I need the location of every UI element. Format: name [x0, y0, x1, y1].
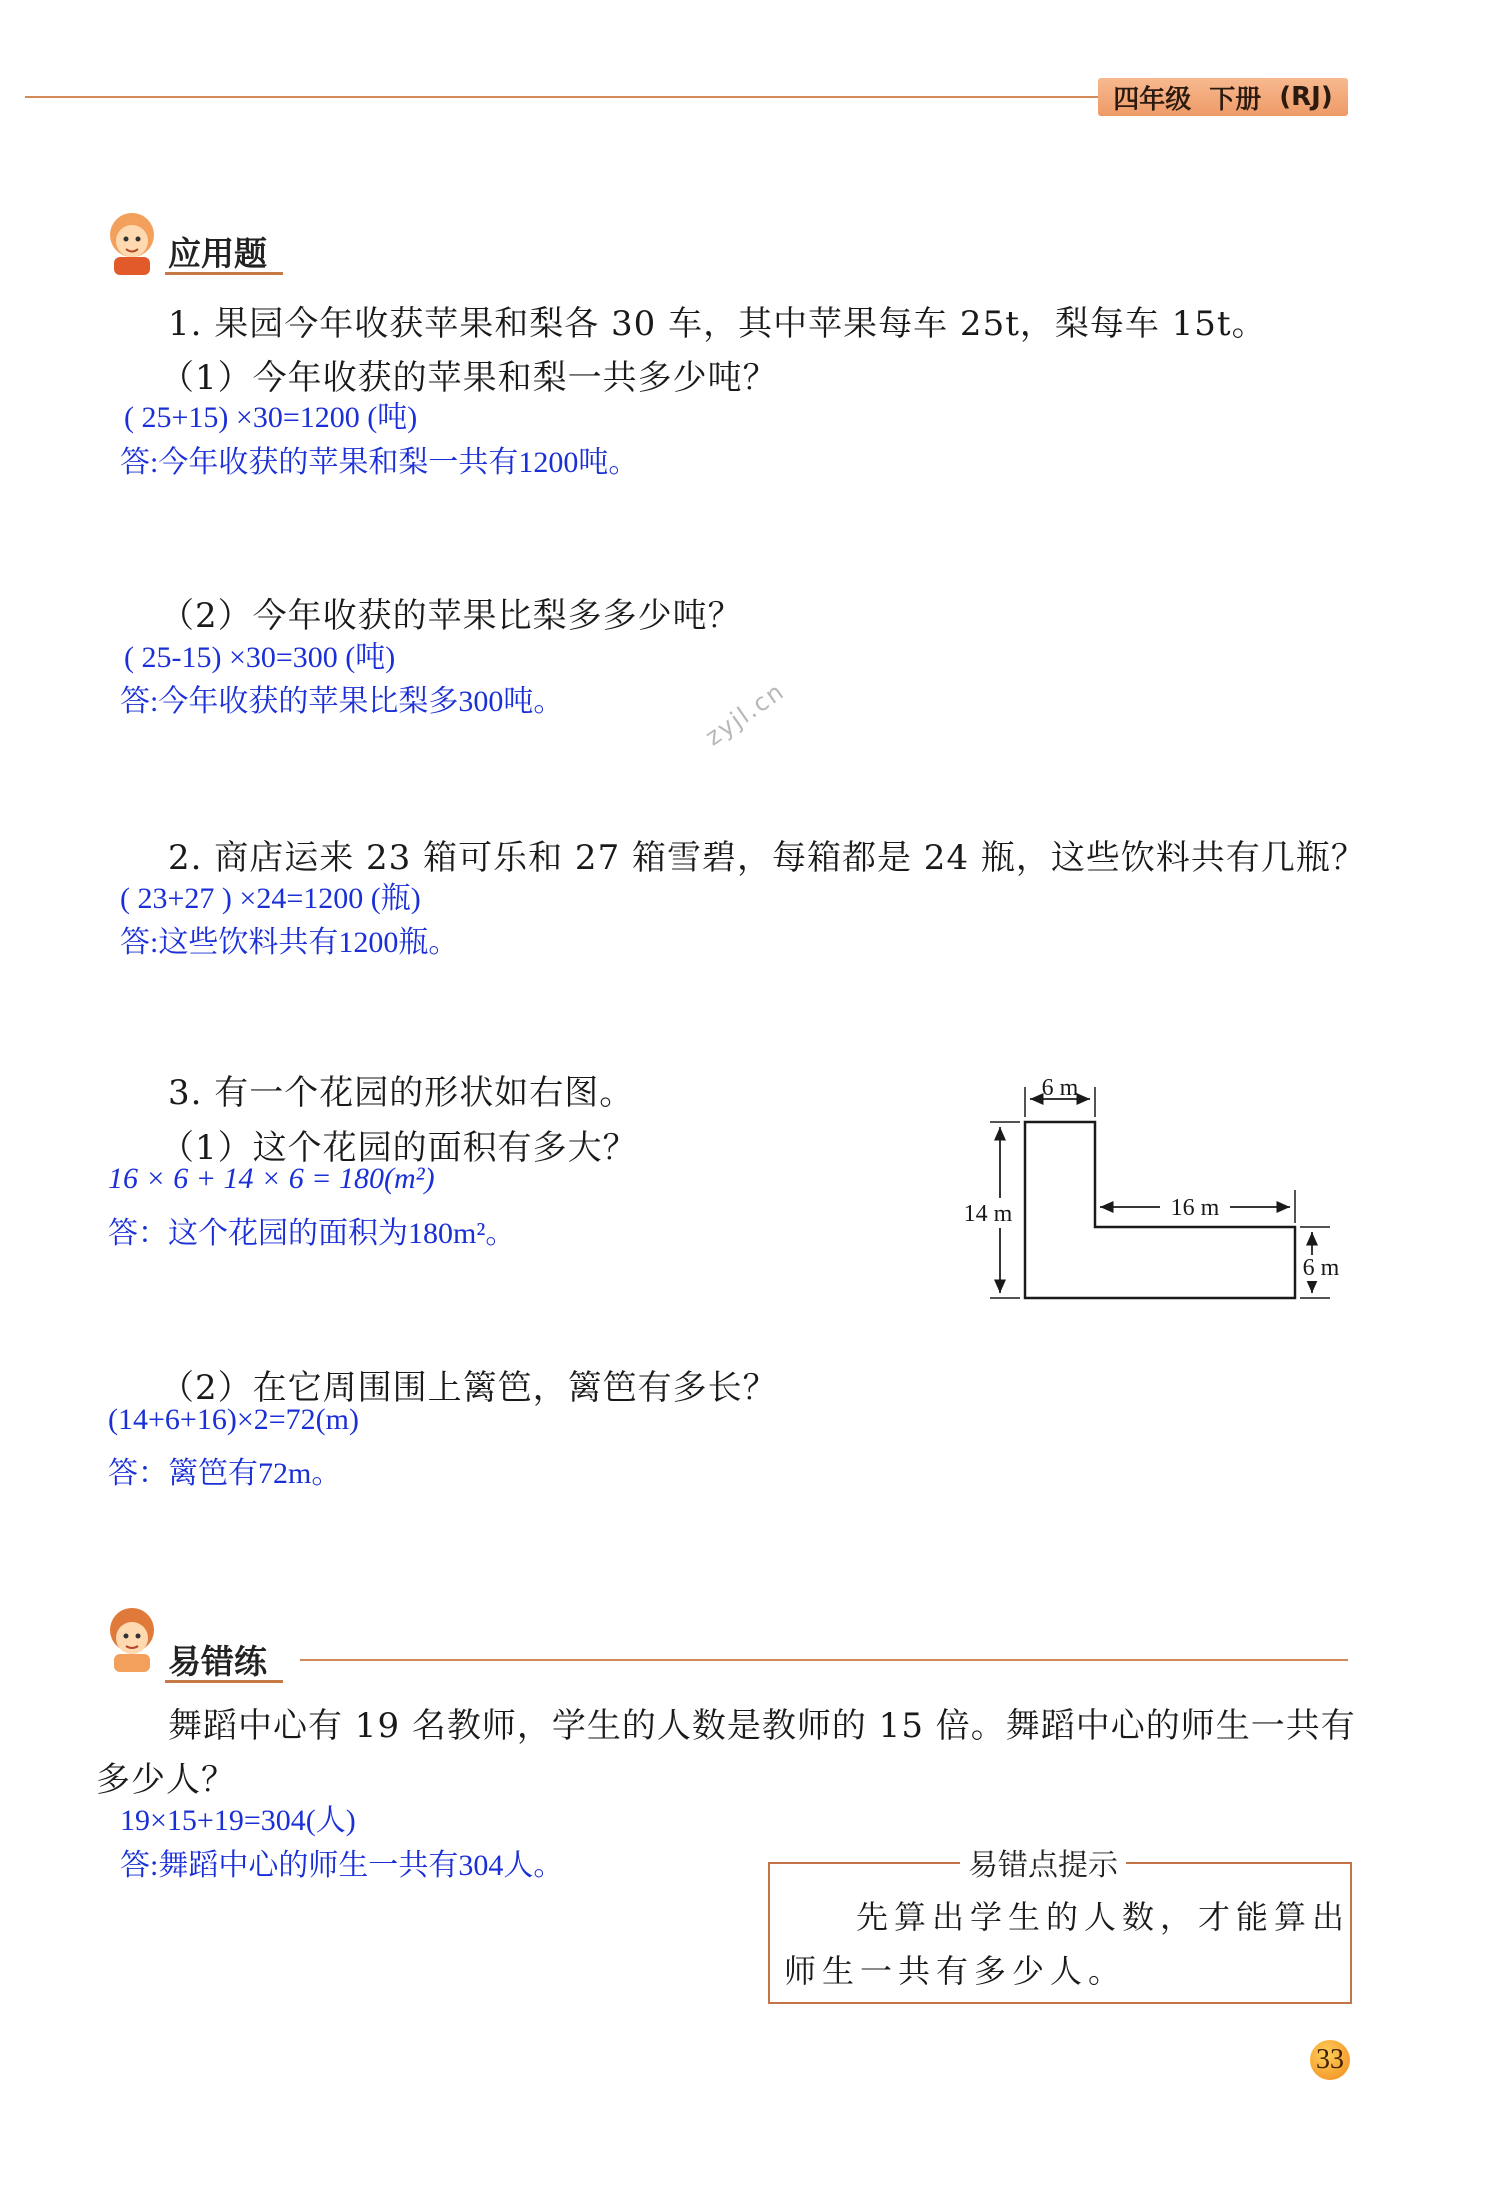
problem1-part1-question: （1）今年收获的苹果和梨一共多少吨？: [160, 358, 778, 398]
section2-underline: [165, 1680, 283, 1683]
problem1-part1-answer: 答:今年收获的苹果和梨一共有1200吨。: [120, 446, 639, 479]
problem4-text-line2: 多少人？: [96, 1760, 236, 1800]
problem2-text: 2. 商店运来 23 箱可乐和 27 箱雪碧，每箱都是 24 瓶，这些饮料共有几瓶？: [168, 838, 1366, 878]
term-text: 下册: [1209, 84, 1262, 115]
problem3-part1-question: （1）这个花园的面积有多大？: [160, 1128, 638, 1168]
tip-title: 易错点提示: [960, 1840, 1126, 1884]
problem2-answer: 答:这些饮料共有1200瓶。: [120, 926, 459, 959]
problem3-part2-question: （2）在它周围围上篱笆，篱笆有多长？: [160, 1368, 778, 1408]
garden-figure: [950, 1065, 1350, 1325]
section2-title: 易错练: [168, 1642, 267, 1681]
problem3-part2-answer: 答：篱笆有72m。: [108, 1457, 342, 1490]
problem3-part2-formula: (14+6+16)×2=72(m): [108, 1403, 359, 1436]
boy-mascot-icon: [100, 205, 164, 277]
problem4-formula: 19×15+19=304(人): [120, 1804, 356, 1837]
top-dimension-label: 6 m: [1041, 1075, 1079, 1101]
problem3-part1-formula: 16 × 6 + 14 × 6 = 180(m²): [108, 1162, 435, 1195]
girl-mascot-icon: [100, 1602, 164, 1674]
middle-dimension-label: 16 m: [1170, 1195, 1220, 1221]
right-dimension-label: 6 m: [1302, 1255, 1340, 1281]
problem1-text: 1. 果园今年收获苹果和梨各 30 车，其中苹果每车 25t，梨每车 15t。: [168, 304, 1267, 344]
problem4-text-line1: 舞蹈中心有 19 名教师，学生的人数是教师的 15 倍。舞蹈中心的师生一共有: [168, 1706, 1356, 1746]
problem3-text: 3. 有一个花园的形状如右图。: [168, 1073, 635, 1113]
section1-underline: [165, 272, 283, 275]
page-number: 33: [1310, 2040, 1350, 2080]
watermark: zyjl.cn: [700, 676, 791, 752]
problem1-part2-question: （2）今年收获的苹果比梨多多少吨？: [160, 596, 743, 636]
tip-line2: 师生一共有多少人。: [784, 1952, 1127, 1990]
problem4-answer: 答:舞蹈中心的师生一共有304人。: [120, 1849, 564, 1882]
problem1-part2-answer: 答:今年收获的苹果比梨多300吨。: [120, 685, 564, 718]
edition-text: (RJ): [1279, 82, 1333, 112]
grade-text: 四年级: [1113, 84, 1192, 115]
grade-tag: [1098, 78, 1348, 116]
header-rule: [25, 96, 1100, 98]
section2-rule: [300, 1659, 1348, 1661]
problem1-part1-formula: ( 25+15) ×30=1200 (吨): [124, 401, 418, 434]
tip-line1: 先算出学生的人数，才能算出: [856, 1898, 1351, 1936]
problem2-formula: ( 23+27 ) ×24=1200 (瓶): [120, 882, 421, 915]
problem1-part2-formula: ( 25-15) ×30=300 (吨): [124, 641, 396, 674]
problem3-part1-answer: 答：这个花园的面积为180m²。: [108, 1217, 516, 1250]
left-dimension-label: 14 m: [963, 1201, 1013, 1227]
section1-title: 应用题: [168, 234, 267, 273]
